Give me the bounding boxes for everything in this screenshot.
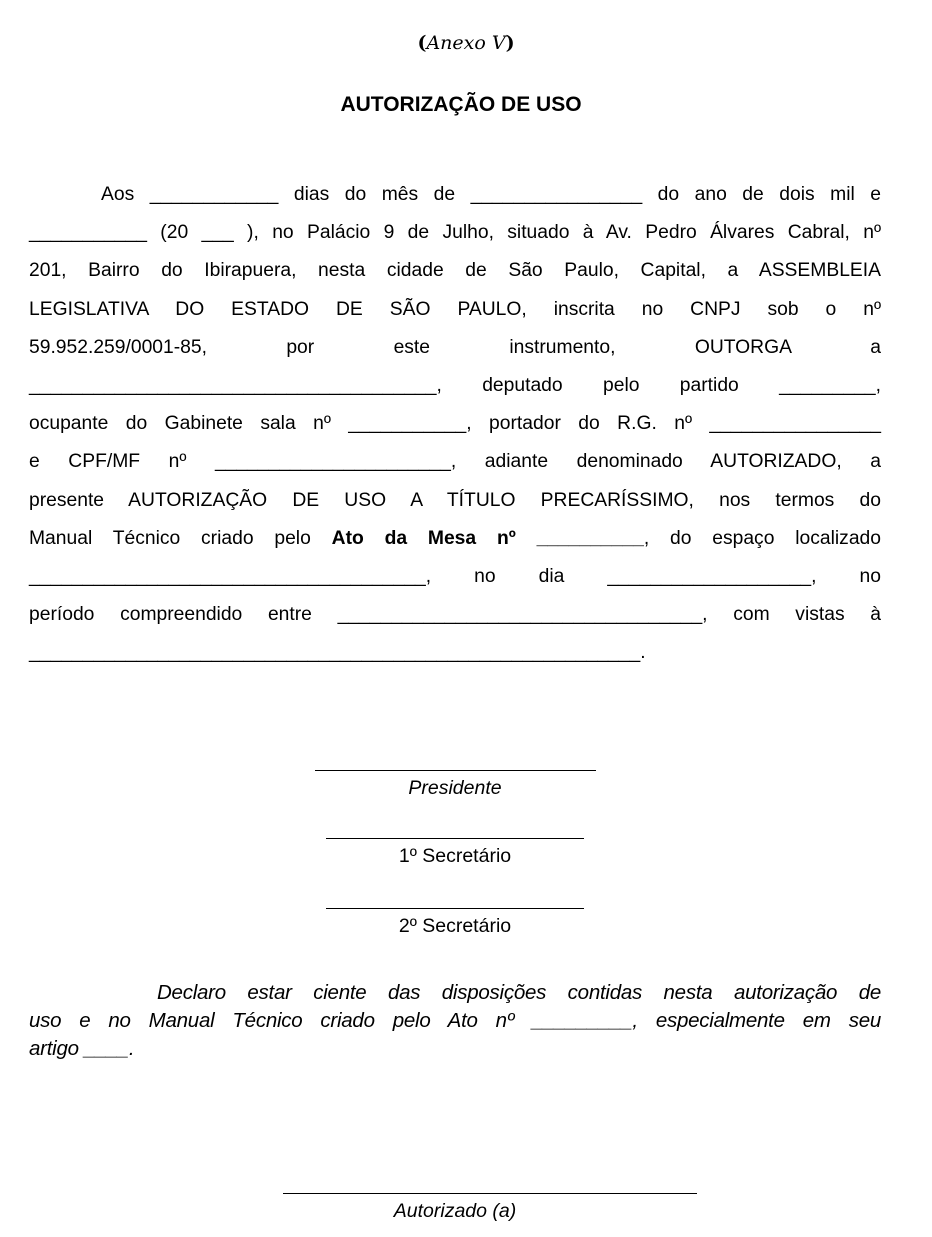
second-secretary-signature-block [0,892,910,938]
signature-line [326,908,584,909]
paragraph-line: presente AUTORIZAÇÃO DE USO A TÍTULO PRECARÍSSIMO, nos termos do [29,489,881,511]
ato-da-mesa-reference: Ato da Mesa nº __________ [331,527,644,549]
paragraph-line: ______________________________________, deputado pelo partido _________, [29,374,881,396]
paragraph-line: _____________________________________, no dia ___________________, no [29,565,881,587]
signature-line [315,770,596,771]
declaration-line: Declaro estar ciente das disposições contidas nesta autorização de [157,981,881,1004]
paragraph-line: período compreendido entre __________________________________, com vistas à [29,604,881,626]
paragraph-line: ocupante do Gabinete sala nº ___________, portador do R.G. nº ________________ [29,413,881,435]
document-title: AUTORIZAÇÃO DE USO [340,93,582,116]
annex-text: Anexo V [426,32,506,54]
declaration-paragraph [29,979,881,1063]
paragraph-line: 201, Bairro do Ibirapuera, nesta cidade de São Paulo, Capital, a ASSEMBLEIA [29,260,881,282]
line-text: Manual Técnico criado pelo [29,527,332,549]
first-secretary-signature-block [0,822,910,868]
annex-open-paren: ( [417,32,427,54]
first-secretary-label: 1º Secretário [398,845,512,867]
paragraph-line: e CPF/MF nº ______________________, adiante denominado AUTORIZADO, a [29,451,881,473]
paragraph-line: Aos ____________ dias do mês de ________________ do ano de dois mil e [101,184,881,205]
paragraph-line: LEGISLATIVA DO ESTADO DE SÃO PAULO, inscrita no CNPJ sob o nº [29,298,881,320]
president-signature-block [0,754,910,800]
authorized-label: Autorizado (a) [393,1200,517,1222]
president-label: Presidente [408,777,502,799]
line-text: , do espaço localizado [643,527,881,549]
signature-line [283,1193,697,1194]
authorized-signature-block [0,1177,932,1223]
paragraph-line: _________________________________________________________. [29,642,646,664]
authorization-paragraph [29,180,881,676]
paragraph-line: ___________ (20 ___ ), no Palácio 9 de Julho, situado à Av. Pedro Álvares Cabral, nº [29,222,881,244]
declaration-line: artigo ____. [29,1037,135,1060]
declaration-line: uso e no Manual Técnico criado pelo Ato nº _________, especialmente em seu [29,1009,881,1032]
annex-label [0,32,932,54]
paragraph-line [29,524,881,562]
second-secretary-label: 2º Secretário [398,915,512,937]
signature-line [326,838,584,839]
paragraph-line: 59.952.259/0001-85, por este instrumento, OUTORGA a [29,336,881,358]
annex-close-paren: ) [505,32,515,54]
